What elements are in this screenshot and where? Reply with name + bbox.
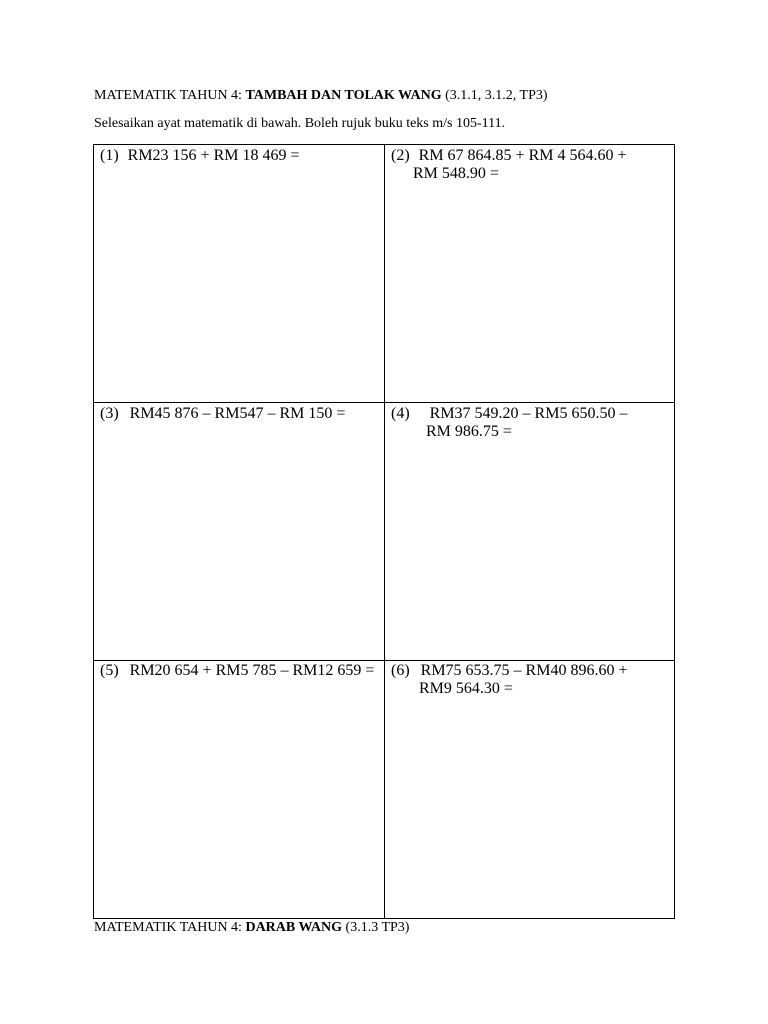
question-3-number: (3): [100, 405, 119, 422]
section1-title: [94, 88, 548, 104]
question-2-expression-continued: RM 548.90 =: [413, 165, 499, 182]
section1-title-suffix: (3.1.1, 3.1.2, TP3): [441, 88, 548, 103]
grid-vertical-divider: [384, 145, 385, 918]
question-6-expression: RM75 653.75 – RM40 896.60 +: [420, 662, 628, 679]
question-2-expression: RM 67 864.85 + RM 4 564.60 +: [418, 147, 627, 164]
question-4: [391, 405, 627, 441]
question-5: [100, 662, 374, 680]
section2-title-suffix: (3.1.3 TP3): [342, 920, 410, 935]
question-4-expression-continued: RM 986.75 =: [426, 423, 512, 440]
instruction-text: Selesaikan ayat matematik di bawah. Boleh rujuk buku teks m/s 105-111.: [94, 116, 506, 131]
section2-title-topic: DARAB WANG: [245, 920, 343, 935]
section1-title-topic: TAMBAH DAN TOLAK WANG: [245, 88, 442, 103]
question-3: [100, 405, 345, 423]
question-grid: [93, 144, 675, 919]
grid-horizontal-divider: [94, 660, 674, 661]
question-5-number: (5): [100, 662, 119, 679]
question-6: [391, 662, 627, 698]
question-5-expression: RM20 654 + RM5 785 – RM12 659 =: [129, 662, 375, 679]
question-2-number: (2): [391, 147, 410, 164]
section2-title-prefix: MATEMATIK TAHUN 4:: [94, 920, 246, 935]
section2-title: [94, 920, 409, 936]
question-1: [100, 147, 300, 165]
question-3-expression: RM45 876 – RM547 – RM 150 =: [129, 405, 346, 422]
section1-title-prefix: MATEMATIK TAHUN 4:: [94, 88, 246, 103]
question-1-expression: RM23 156 + RM 18 469 =: [127, 147, 300, 164]
question-6-number: (6): [391, 662, 410, 679]
question-6-expression-continued: RM9 564.30 =: [419, 680, 513, 697]
question-1-number: (1): [100, 147, 119, 164]
question-4-number: (4): [391, 405, 410, 422]
question-2: [391, 147, 627, 183]
grid-horizontal-divider: [94, 402, 674, 403]
question-4-expression: RM37 549.20 – RM5 650.50 –: [429, 405, 628, 422]
